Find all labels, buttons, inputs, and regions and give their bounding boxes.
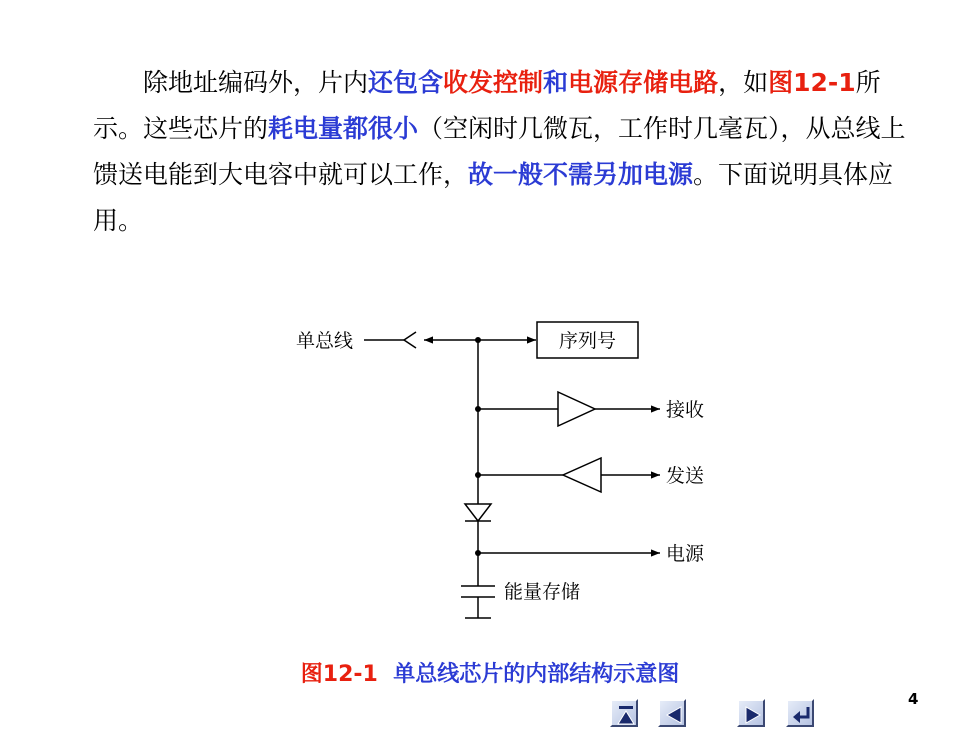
text-run: 电源存储电路 xyxy=(568,68,719,97)
text-run: 除地址编码外，片内 xyxy=(143,68,369,97)
bus-open-arrow xyxy=(404,332,416,348)
first-page-button[interactable] xyxy=(610,699,638,727)
next-arrow-icon xyxy=(741,703,765,727)
text-run: 所示。这些芯片的 xyxy=(93,68,881,143)
text-run: 还包含 xyxy=(368,68,444,97)
junction-dot xyxy=(475,472,481,478)
page-number: 4 xyxy=(908,690,919,708)
figure-number: 图12-1 xyxy=(300,662,378,687)
first-page-icon xyxy=(614,703,638,727)
diode xyxy=(465,504,491,521)
junction-dot xyxy=(475,337,481,343)
text-run: 耗电量都很小 xyxy=(268,114,419,143)
send-label: 发送 xyxy=(666,465,705,487)
text-run: （空闲时几微瓦，工作时几毫瓦），从总线上馈送电能到大电容中就可以工作， xyxy=(93,114,906,189)
text-run: 。下面说明具体应用。 xyxy=(93,160,894,235)
text-run: 和 xyxy=(543,68,569,97)
text-run: 故一般不需另加电源 xyxy=(468,160,694,189)
previous-button[interactable] xyxy=(658,699,686,727)
figure-caption xyxy=(0,657,980,688)
text-run: 收发控制 xyxy=(443,68,544,97)
figure-title: 单总线芯片的内部结构示意图 xyxy=(393,662,680,687)
energy-storage-label: 能量存储 xyxy=(504,581,581,603)
junction-dot xyxy=(475,406,481,412)
power-label: 电源 xyxy=(666,543,705,565)
previous-arrow-icon xyxy=(662,703,686,727)
receive-buffer xyxy=(558,392,595,426)
send-buffer xyxy=(563,458,601,492)
junction-dot xyxy=(475,550,481,556)
text-run: 图12-1 xyxy=(768,68,856,97)
receive-label: 接收 xyxy=(666,399,705,421)
bus-label: 单总线 xyxy=(296,330,354,352)
return-button[interactable] xyxy=(786,699,814,727)
return-icon xyxy=(790,703,814,727)
text-run: ，如 xyxy=(718,68,769,97)
serial-number-label: 序列号 xyxy=(559,330,617,352)
next-button[interactable] xyxy=(737,699,765,727)
